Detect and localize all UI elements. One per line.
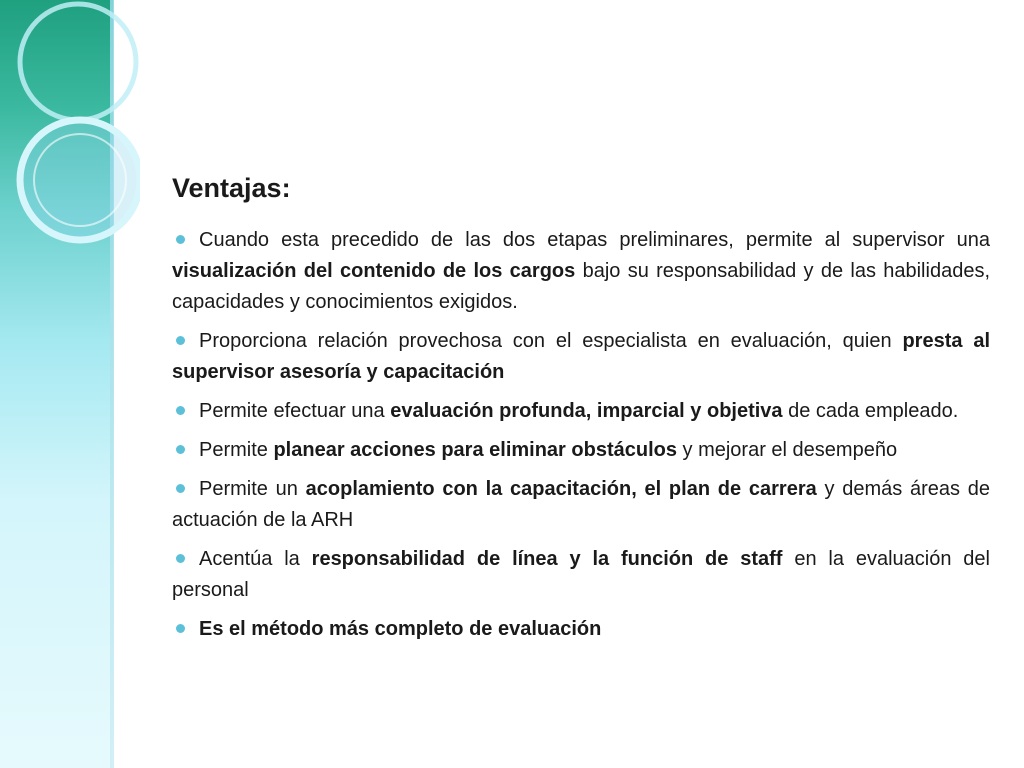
bullet-emphasis-text: evaluación profunda, imparcial y objetiva bbox=[390, 400, 783, 422]
bullet-dot-icon bbox=[176, 554, 185, 563]
decorative-ring-upper bbox=[20, 4, 136, 120]
bullet-emphasis-text: acoplamiento con la capacitación, el plan de carrera bbox=[305, 478, 817, 500]
bullet-item bbox=[172, 544, 990, 606]
bullet-dot-icon bbox=[176, 235, 185, 244]
bullet-dot-icon bbox=[176, 445, 185, 454]
slide-content bbox=[172, 168, 990, 653]
bullet-text: Acentúa la bbox=[199, 548, 312, 570]
bullet-item bbox=[172, 396, 990, 427]
slide-title: Ventajas: bbox=[172, 173, 291, 203]
decorative-circles-graphic bbox=[0, 0, 140, 300]
bullet-emphasis-text: visualización del contenido de los cargos bbox=[172, 260, 576, 282]
bullet-text: Permite bbox=[199, 439, 274, 461]
bullet-text: y demás áreas de actuación de la ARH bbox=[172, 478, 991, 531]
bullet-dot-icon bbox=[176, 406, 185, 415]
bullet-text: Permite efectuar una bbox=[199, 400, 391, 422]
bullet-emphasis-text: Es el método más completo de evaluación bbox=[199, 618, 602, 640]
bullet-dot-icon bbox=[176, 624, 185, 633]
bullet-emphasis-text: responsabilidad de línea y la función de staff bbox=[311, 548, 783, 570]
bullet-item bbox=[172, 435, 990, 466]
decorative-ring-lower bbox=[20, 120, 140, 240]
bullet-dot-icon bbox=[176, 336, 185, 345]
bullet-item bbox=[172, 614, 990, 645]
bullet-text: y mejorar el desempeño bbox=[676, 439, 898, 461]
bullet-list bbox=[172, 225, 990, 645]
bullet-item bbox=[172, 474, 990, 536]
bullet-text: de cada empleado. bbox=[782, 400, 959, 422]
bullet-item bbox=[172, 326, 990, 388]
bullet-text: Cuando esta precedido de las dos etapas preliminares, permite al supervisor una bbox=[199, 229, 990, 251]
bullet-dot-icon bbox=[176, 484, 185, 493]
bullet-text: Proporciona relación provechosa con el especialista en evaluación, quien bbox=[199, 330, 903, 352]
bullet-text: en la evaluación del personal bbox=[172, 548, 990, 601]
bullet-emphasis-text: planear acciones para eliminar obstáculos bbox=[273, 439, 677, 461]
bullet-text: bajo su responsabilidad y de las habilidades, capacidades y conocimientos exigidos. bbox=[172, 260, 990, 313]
bullet-item bbox=[172, 225, 990, 318]
bullet-emphasis-text: presta al supervisor asesoría y capacitación bbox=[172, 330, 991, 383]
bullet-text: Permite un bbox=[199, 478, 306, 500]
